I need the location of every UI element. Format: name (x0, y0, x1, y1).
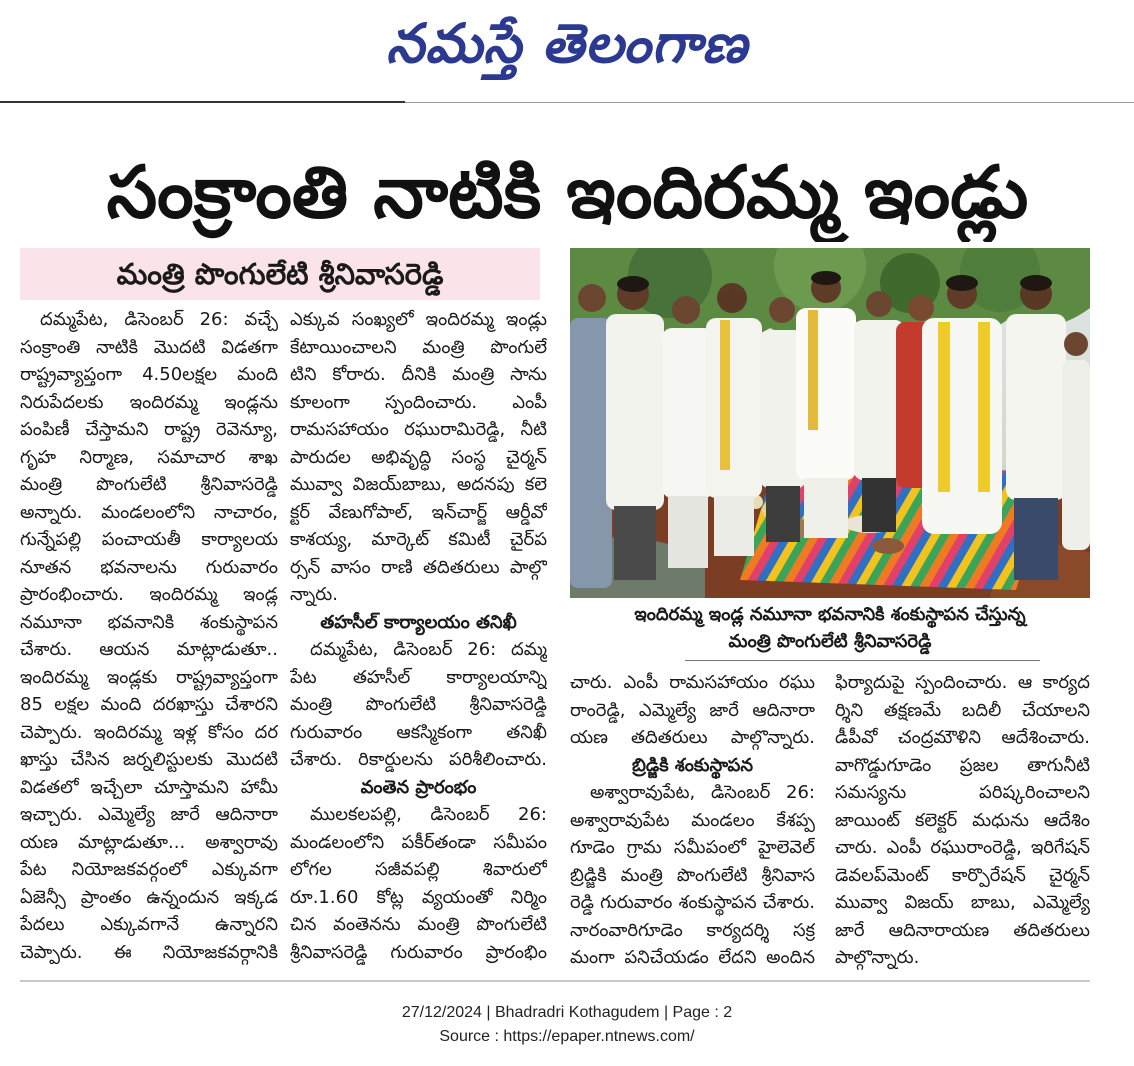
article-column-3 (570, 669, 815, 972)
text-line: క్టర్ వేణుగోపాల్, ఇన్‌చార్జ్ ఆర్డీవో (290, 501, 547, 523)
text-line: బ్రిడ్జికి మంత్రి పొంగులేటి శ్రీనివాస (570, 864, 815, 886)
article-column-4 (835, 669, 1090, 972)
text-line: గృహ నిర్మాణ, సమాచార శాఖ (20, 446, 278, 468)
text-line: ఎక్కువ సంఖ్యలో ఇందిరమ్మ ఇండ్లు (290, 309, 547, 330)
text-line: నూతన భవనాలను గురువారం (20, 556, 278, 578)
text-line: శ్రీనివాసరెడ్డి గురువారం ప్రారంభిం (290, 941, 547, 963)
text-line: రాష్ట్రవ్యాప్తంగా 4.50లక్షల మంది (20, 364, 278, 385)
masthead-divider-accent (0, 101, 405, 103)
text-line: జారే ఆదినారాయణ తదితరులు (835, 919, 1090, 941)
article-subheadline: మంత్రి పొంగులేటి శ్రీనివాసరెడ్డి (20, 248, 540, 300)
text-line: మంత్రి పొంగులేటి శ్రీనివాసరెడ్డి (290, 694, 547, 715)
text-line: చారు. ఎంపీ రఘురాంరెడ్డి, ఇరిగేషన్ (835, 837, 1090, 858)
text-line: చెప్పారు. ఈ నియోజకవర్గానికి (20, 941, 278, 963)
article-bottom-divider (20, 980, 1090, 982)
text-line: దమ్మపేట, డిసెంబర్ 26: వచ్చే (40, 309, 278, 330)
text-line: అన్నారు. మండలంలోని నాచారం, (20, 501, 278, 523)
text-line: మంగా పనిచేయడం లేదని అందిన (570, 947, 815, 968)
text-line: ఫిర్యాదుపై స్పందించారు. ఆ కార్యద (835, 672, 1090, 693)
caption-line: ఇందిరమ్మ ఇండ్ల నమూనా భవనానికి శంకుస్థాపన చేస్తున్న (634, 604, 1026, 625)
text-line: లోగల సజీవపల్లి శివారులో (290, 859, 547, 880)
text-line: సమస్యను పరిష్కరించాలని (835, 782, 1090, 803)
text-line: పాల్గొన్నారు. (835, 947, 920, 968)
text-line: ర్శిని తక్షణమే బదిలీ చేయాలని (835, 699, 1090, 721)
article-column-1 (20, 306, 278, 966)
text-line: పారుదల అభివృద్ధి సంస్థ చైర్మన్ (290, 446, 547, 468)
text-line: నారంవారిగూడెం కార్యదర్శి సక్ర (570, 919, 815, 941)
text-line: విడతలో ఇచ్చేలా చూస్తామని హామీ (20, 776, 278, 798)
text-line: గున్నేపల్లి పంచాయతీ కార్యాలయ (20, 529, 278, 550)
caption-divider (685, 660, 1040, 661)
article-column-2 (290, 306, 547, 966)
footer-date-edition-page: 27/12/2024 | Bhadradri Kothagudem | Page : 2 (401, 1004, 733, 1021)
text-line: టిని కోరారు. దీనికి మంత్రి సాను (290, 364, 547, 385)
text-line: న్నారు. (290, 584, 338, 605)
news-photo (570, 248, 1090, 598)
text-line: వాగొడ్డుగూడెం ప్రజల తాగునీటి (835, 754, 1090, 776)
text-line: చిన వంతెనను మంత్రి పొంగులేటి (290, 914, 547, 935)
clipping-footer (0, 1001, 1134, 1049)
text-line: రెడ్డి గురువారం శంకుస్థాపన చేశారు. (570, 892, 815, 913)
text-line: ప్రారంభించారు. ఇందిరమ్మ ఇండ్ల (20, 584, 278, 605)
text-line: నిరుపేదలకు ఇందిరమ్మ ఇండ్లను (20, 391, 278, 413)
text-line: ఖాస్తు చేసిన జర్నలిస్టులకు మొదటి (20, 749, 278, 770)
photo-illustration (570, 248, 1090, 598)
text-line: ములకలపల్లి, డిసెంబర్ 26: (310, 804, 547, 825)
footer-source: Source : https://epaper.ntnews.com/ (439, 1028, 695, 1045)
text-line: రూ.1.60 కోట్ల వ్యయంతో నిర్మిం (290, 886, 547, 908)
text-line: గూడెం గ్రామ సమీపంలో హైలెవెల్ (570, 837, 815, 858)
text-line: దమ్మపేట, డిసెంబర్ 26: దమ్మ (310, 639, 547, 660)
text-line: పేట నియోజకవర్గంలో ఎక్కువగా (20, 859, 278, 880)
text-line: కూలంగా స్పందించారు. ఎంపీ (290, 391, 547, 413)
text-line: యణ తదితరులు పాల్గొన్నారు. (570, 727, 815, 748)
text-line: రామసహాయం రఘురామిరెడ్డి, నీటి (290, 419, 547, 440)
text-line: అశ్వారావుపేట మండలం కేశప్ప (570, 809, 815, 831)
text-line: కేటాయించాలని మంత్రి పొంగులే (290, 336, 547, 358)
text-line: జాయింట్ కలెక్టర్ మధును ఆదేశిం (835, 809, 1090, 831)
text-line: మువ్వా విజయ్‌బాబు, అదనపు కలె (290, 474, 547, 495)
text-line: కాశయ్య, మార్కెట్ కమిటీ చైర్‌ప (290, 529, 547, 550)
text-line: ఏజెన్సీ ప్రాంతం ఉన్నందున ఇక్కడ (20, 886, 278, 908)
text-line: 85 లక్షల మంది దరఖాస్తు చేశారని (20, 694, 278, 715)
newspaper-logo: నమస్తే తెలంగాణ (386, 12, 748, 75)
section-heading-bridge-opening: వంతెన ప్రారంభం (360, 776, 477, 798)
text-line: చేశారు. రికార్డులను పరిశీలించారు. (290, 749, 547, 770)
text-line: ఇందిరమ్మ ఇండ్లకు రాష్ట్రవ్యాప్తంగా (20, 666, 278, 688)
section-heading-bridge-foundation: బ్రిడ్జికి శంకుస్థాపన (632, 754, 753, 776)
text-line: మంత్రి పొంగులేటి శ్రీనివాసరెడ్డి (20, 474, 278, 495)
text-line: పంపిణీ చేస్తామని రాష్ట్ర రెవెన్యూ, (20, 419, 278, 440)
text-line: సంక్రాంతి నాటికి మొదటి విడతగా (20, 336, 278, 358)
section-heading-tahsil-inspection: తహసీల్ కార్యాలయం తనిఖీ (320, 611, 517, 633)
text-line: ర్సన్ వాసం రాణి తదితరులు పాల్గొ (290, 556, 547, 578)
article-headline: సంక్రాంతి నాటికి ఇందిరమ్మ ఇండ్లు (106, 150, 1029, 234)
text-line: ఇచ్చారు. ఎమ్మెల్యే జారే ఆదినారా (20, 804, 278, 825)
text-line: అశ్వారావుపేట, డిసెంబర్ 26: (590, 782, 815, 803)
text-line: చెప్పారు. ఇందిరమ్మ ఇళ్ల కోసం దర (20, 721, 278, 743)
text-line: పేదలు ఎక్కువగానే ఉన్నారని (20, 914, 278, 935)
photo-caption (570, 601, 1090, 655)
text-line: చారు. ఎంపీ రామసహాయం రఘు (570, 672, 815, 693)
text-line: చేశారు. ఆయన మాట్లాడుతూ.. (20, 639, 278, 660)
text-line: రాంరెడ్డి, ఎమ్మెల్యే జారే ఆదినారా (570, 699, 815, 721)
text-line: పేట తహసీల్ కార్యాలయాన్ని (290, 666, 547, 688)
text-line: మండలంలోని పకీర్‌తండా సమీపం (290, 831, 547, 853)
text-line: మువ్వా విజయ్ బాబు, ఎమ్మెల్యే (835, 892, 1090, 913)
text-line: డీపీవో చంద్రమౌళిని ఆదేశించారు. (835, 727, 1090, 748)
text-line: గురువారం ఆకస్మికంగా తనిఖీ (290, 721, 547, 743)
text-line: డెవలప్‌మెంట్ కార్పొరేషన్ చైర్మన్ (835, 864, 1090, 886)
text-line: నమూనా భవనానికి శంకుస్థాపన (20, 611, 278, 633)
text-line: యణ మాట్లాడుతూ... అశ్వారావు (20, 831, 278, 853)
caption-line: మంత్రి పొంగులేటి శ్రీనివాసరెడ్డి (728, 631, 932, 652)
